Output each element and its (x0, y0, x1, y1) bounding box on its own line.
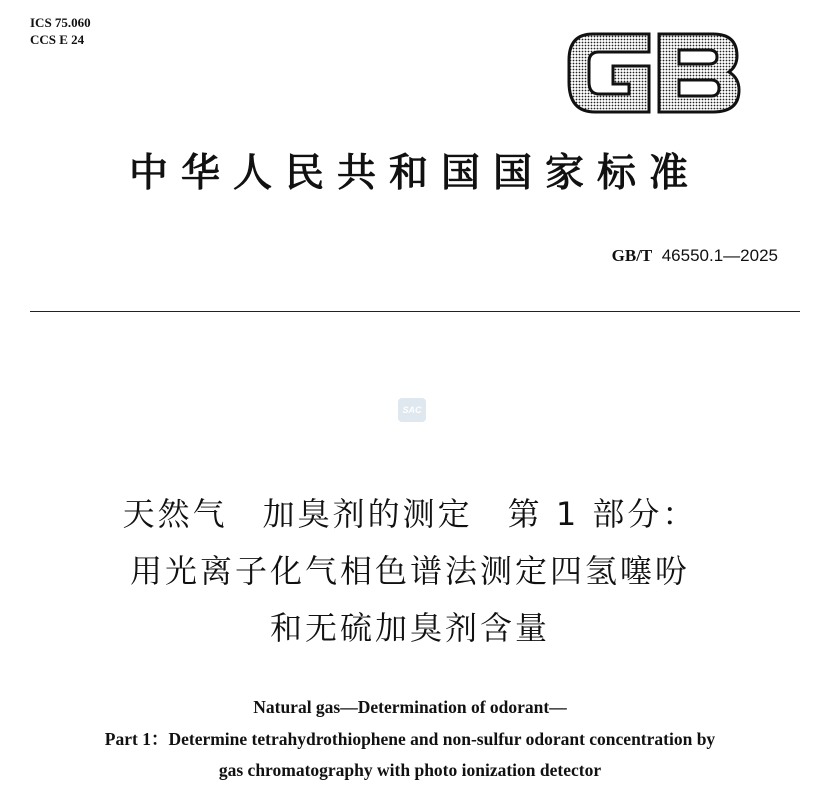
title-cn-line-1: 天然气 加臭剂的测定 第 1 部分： (122, 495, 698, 533)
ics-code: ICS 75.060 (30, 15, 91, 30)
standard-prefix: GB/T (611, 246, 653, 265)
title-en-line-3: gas chromatography with photo ionization detector (218, 760, 602, 780)
standard-code: 46550.1—2025 (661, 246, 778, 265)
standard-number (612, 246, 778, 266)
title-cn-line-2: 用光离子化气相色谱法测定四氢噻吩 (129, 552, 690, 590)
title-en-line-2: Part 1：Determine tetrahydrothiophene and non-sulfur odorant concentration by (104, 729, 716, 749)
ccs-code: CCS E 24 (30, 32, 85, 47)
header-divider (30, 311, 800, 312)
national-standard-heading: 中华人民共和国国家标准 (128, 150, 701, 196)
title-en-line-1: Natural gas—Determination of odorant— (253, 697, 567, 717)
gb-logo-icon (563, 20, 743, 120)
title-cn-line-3: 和无硫加臭剂含量 (269, 609, 550, 647)
classification-codes (30, 14, 91, 48)
sac-watermark-icon: SAC (398, 398, 426, 422)
